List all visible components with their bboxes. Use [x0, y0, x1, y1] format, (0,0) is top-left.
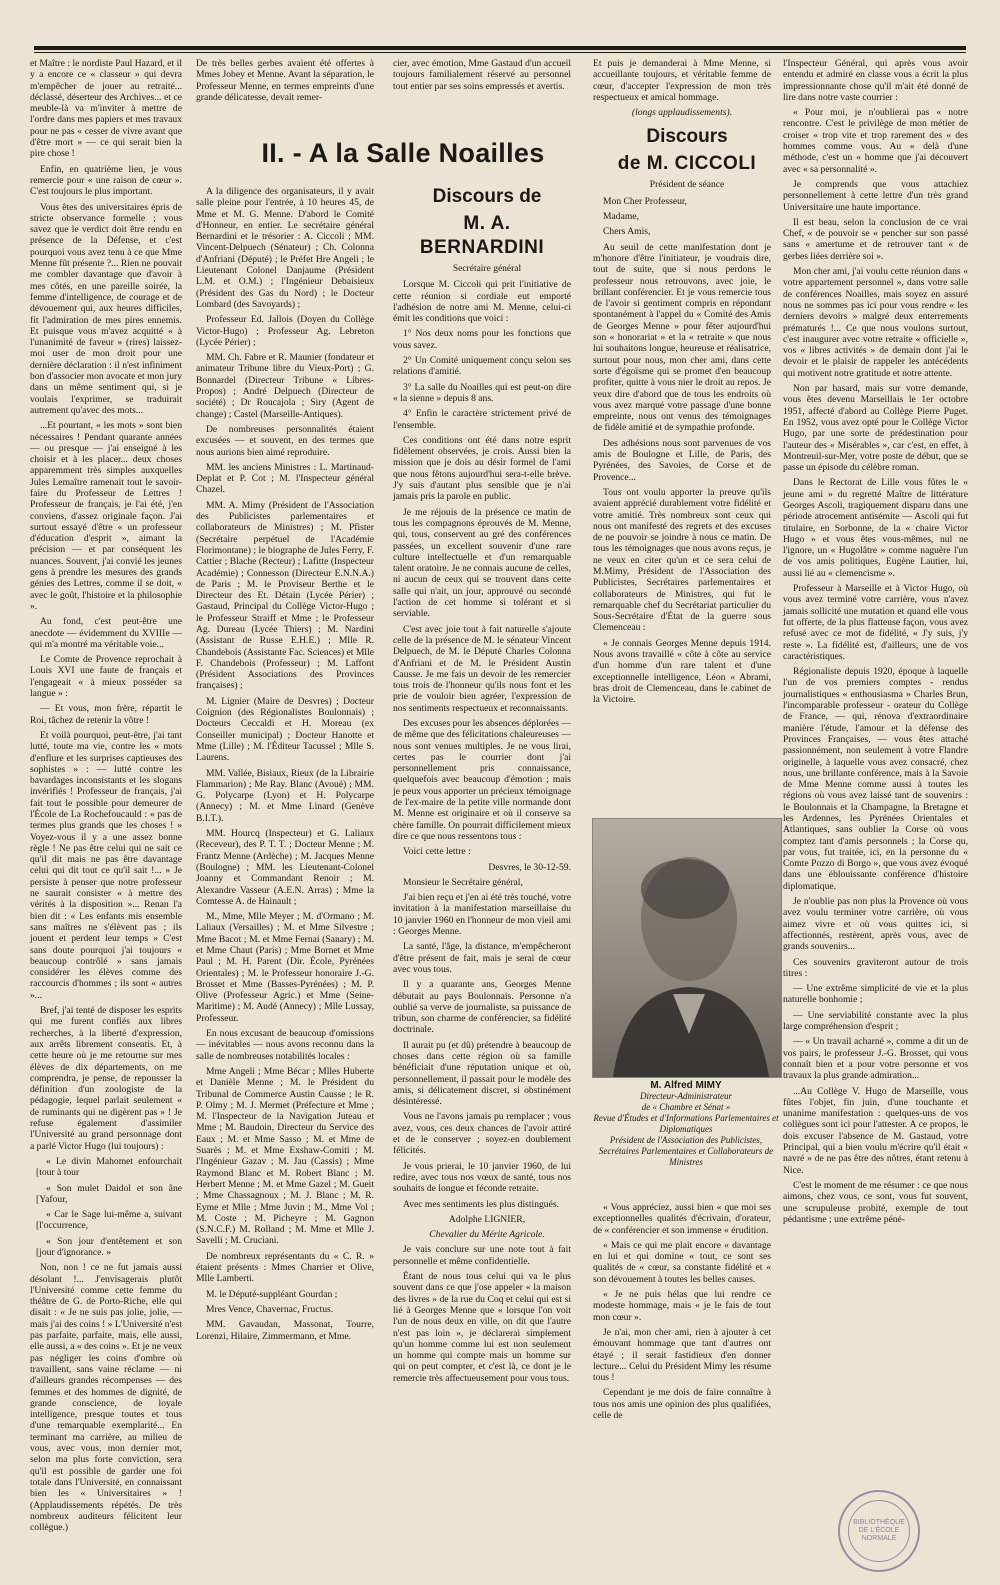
paragraph: 3° La salle du Noailles qui est peut-on dire « la sienne » depuis 8 ans.: [393, 381, 571, 404]
paragraph: La santé, l'âge, la distance, m'empêcheront d'être présent de fait, mais je serai de cœur avec vous tous.: [393, 941, 571, 975]
caption-line: Président de l'Association des Publicistes, Secrétaires Parlementaires et Collaborateurs de Ministres: [598, 1135, 774, 1167]
paragraph: Dans le Rectorat de Lille vous fûtes le « jeune ami » du regretté Maître de littérature Georges Ascoli, tragiquement disparu dans une période atrocement antisémite — Ascoli qui fut titulaire, en Sorbonne, de la « chaire Victor Hugo » et vous êtes vous-mêmes, nul ne l'ignore, un « Hugolâtre » comme naguère l'un de vos amis politiques, Eugène Lautier, lui, aussi lié au « clemencisme ».: [783, 477, 968, 579]
section-title: II. - A la Salle Noailles: [261, 138, 545, 168]
caption-line: Revue d'Études et d'Informations Parlementaires et Diplomatiques: [593, 1113, 779, 1134]
paragraph: Des excuses pour les absences déplorées — de même que des félicitations chaleureuses — nous sont venues multiples. Je ne vous lirai, certes pas le courrier dont j'ai personnellement pris connaissance, quelquefois avec beaucoup d'émotion ; mais je peux vous apporter un précieux témoignage de l'ex-maire de la petite ville normande dont M. Menne est originaire et où il conserve sa chère famille. On pourrait difficilement mieux dire ce que nous ressentons tous :: [393, 717, 571, 842]
verse-line: « Son jour d'entêtement et son [jour d'ignorance. »: [36, 1235, 182, 1258]
paragraph: MM. Ch. Fabre et R. Maunier (fondateur et animateur Tribune libre du Vieux-Port) ; G. Bonnardel (Directeur Tribune « Libres-Propos) ; André Delpuech (Directeur de société) ; Dr Roucajola ; Siry (Agent de change) ; Castel (Marseille-Antiques).: [196, 352, 374, 420]
paragraph: Je comprends que vous attachiez personnellement à cette lettre d'un très grand Universitaire une haute importance.: [783, 178, 968, 213]
paragraph: et Maître : le nordiste Paul Hazard, et il y a encore ce « classeur » qui devra m'empêcher de jouer au retraité... déclassé, déserteur des Archives... et ce meuble-là va m'inviter à mettre de l'ordre dans mes papiers et mes travaux pour ne pas « cesser de vivre avant que d'être mort » — ce qui serait bien la pire chose !: [30, 58, 182, 160]
paragraph: Et voilà pourquoi, peut-être, j'ai tant lutté, toute ma vie, contre les « mots d'enflure et les surprises captieuses des sophistes » : — lutté contre les bavardages inconsistants et les slogans invérifiés ! Professeur de français, j'ai fait tout le possible pour demeurer de l'École de La Rochefoucauld : « pas de termes plus grands que les choses ! » Voyez-vous il y a une assez bonne règle ! Ne pas être celui qui ne sait ce qu'il dit mais ne pas être davantage celui qui dit tout ce qu'il sait !... » Je persiste à penser que notre professeur ne saurait consister « à mettre des vérités à la disposition »... Renan l'a bien dit : « Les enfants mis ensemble sans maîtres ne s'élèvent pas ; ils jouent et perdent leur temps » C'est sans doute pourquoi j'ai toujours « beaucoup contrôlé » sans jamais considérer les élèves comme des raccourcis d'hommes ; ils sont « autres »...: [30, 729, 182, 1001]
top-rule: [34, 46, 966, 50]
verse-line: « Car le Sage lui-même a, suivant [l'occurrence,: [36, 1209, 182, 1232]
paragraph: C'est avec joie tout à fait naturelle s'ajoute celle de la présence de M. le sénateur Vincent Delpuech, de M. le Député Charles Colonna d'Anfriani et de M. le Président Austin Causse. Je me fais un devoir de les remercier tous trois de l'honneur qu'ils nous font et les prie de vouloir bien agréer, l'expression de nos sentiments respectueux et reconnaissants.: [393, 623, 571, 714]
column-3: [393, 186, 571, 1516]
column-1: [30, 58, 182, 1534]
signature-name: Adolphe LIGNIER,: [448, 1213, 526, 1225]
column-2: [196, 186, 374, 1516]
speaker-name: de M. CICCOLI: [617, 153, 757, 175]
paragraph: Je me réjouis de la présence ce matin de tous les compagnons éprouvés de M. Menne, qui, tous, conservent au gré des conférences passées, un excellent souvenir d'une rare culture intellectuelle et d'un remarquable talent oratoire. Je ne connais aucune de celles, ni aucun de ceux qui se trouvent dans cette salle qui n'ait, un jour, approuvé ou secondé l'action de cet homme si tolérant et si serviable.: [393, 506, 571, 620]
portrait-silhouette: [593, 819, 781, 1077]
paragraph: Au seuil de cette manifestation dont je m'honore d'être l'initiateur, je voudrais dire, tout de suite, que si nous perdons le professeur nous retrouvons, avec joie, le brillant conférencier. Et je vous remercie tous de l'avoir si gentiment compris en répondant spontanément à l'appel du « Comité des Amis de Georges Menne » pour fêter aujourd'hui son « honorariat » et la « retraite » que nous lui souhaitons longue, heureuse et réalisatrice, surtout pour nous, mon cher ami, dans cette sorte d'égoïsme qui se promet d'en beaucoup profiter, quitte à vous nier le droit au repos. Je veux dire d'abord que de tous les endroits où vous avez marqué votre passage d'une bonne empreinte, nous ont venus des témoignages de fidèle amitié et de sympathie profonde.: [593, 241, 771, 434]
caption-line: Directeur-Administrateur: [640, 1091, 732, 1101]
paragraph: Ces conditions ont été dans notre esprit fidèlement observées, je crois. Aussi bien la mission que je dois au désir formel de l'ami que nous fêtons aujourd'hui sera-t-elle brève. J'y suis d'autant plus sensible que je n'ai jamais pris la parole en public.: [393, 434, 571, 503]
paragraph: — Une extrême simplicité de vie et la plus naturelle bonhomie ;: [783, 983, 968, 1006]
signature-title: Chevalier du Mérite Agricole.: [429, 1229, 545, 1241]
salutation: Chers Amis,: [603, 226, 651, 238]
caption-line: de « Chambre et Sénat »: [641, 1102, 731, 1112]
paragraph: Le Comte de Provence reprochait à Louis XVI une faute de français et l'engageait « à mieux posséder sa langue » :: [30, 654, 182, 700]
paragraph: Il aurait pu (et dû) prétendre à beaucoup de choses dans cette région où sa famille bénéficiait d'une réputation unique et où, personnellement, il passait pour le modèle des amis, si délicatement discret, si obstinément désintéressé.: [393, 1039, 571, 1108]
paragraph: Mme Angeli ; Mme Bécar ; Mlles Huberte et Danièle Menne ; M. le Président du Tribunal de Commerce Austin Causse ; le R. P. Olmy ; M. J. Mermet (Préfecture et Mme ; M. l'Inspecteur de la Navigation Juteau et Mme ; M. Baudoin, Directeur du Service des Eaux ; M. et Mme Sasso ; M. et Mme de Suarès ; M. et Mme Exshaw-Comiti ; M. l'Ingénieur Gazav ; M. Jau (Cassis) ; Mme Raymond Blanc et M. Robert Blanc ; M. Herbert Menne ; M. et Mme Gazel ; M. Gueit ; Mme Chassagnoux ; M. J. Blanc ; M. R. Eyme et Mlle ; Mme Juvin ; M., Mme Vol ; M. Coste ; M. Picheyre ; M. Gagnon (S.N.C.F.) M. Rolland ; M. Mme et Mlle J. Savelli ; M. Cruciani.: [196, 1065, 374, 1247]
letter-date: Desvres, le 30-12-59.: [488, 861, 571, 873]
paragraph: 4° Enfin le caractère strictement privé de l'ensemble.: [393, 408, 571, 431]
salutation: Mon Cher Professeur,: [603, 195, 688, 207]
paragraph: Non, non ! ce ne fut jamais aussi désolant !... J'envisagerais plutôt l'Université comme cette femme du théâtre de G. de Porto-Riche, elle qui disait : « Je ne suis pas jolie, jolie, — mais j'ai des coins ! » L'Université n'est pas parfaite, parfaite, mais, elle aussi, elle aussi, a « des coins ». Et je ne veux pas négliger les coins d'ombre où travaillent, sans vaine réclame — ni d'ailleurs grandes récompenses — des femmes et des hommes de dignité, de grande conscience, de loyale intelligence, presque toutes et tous d'une remarquable exemplarité... En terminant ma carrière, au milieu de vous, avec vous, mon dernier mot, selon ma plus forte conviction, sera qu'il est possible de garder une foi totale dans l'Université, en connaissant bien les « Universitaires » ! (Applaudissements répétés. De très nombreux auditeurs félicitent leur collègue.): [30, 1262, 182, 1534]
paragraph: Je n'oublie pas non plus la Provence où vous avez voulu terminer votre carrière, où vous aimez vivre et où vous quittes ici, si affectionnés, restèrent, après vous, avec de grands souvenirs...: [783, 896, 968, 953]
column-4-bottom: [593, 1202, 771, 1517]
paragraph: A la diligence des organisateurs, il y avait salle pleine pour l'entrée, à 10 heures 45, de Mme et M. G. Menne. D'abord le Comité d'Honneur, en entier. Le secrétaire général Bernardini et le trésorier : A. Ciccoli ; MM. Vincent-Delpuech (Sénateur) ; Ch. Colonna d'Anfriani (Député) ; le Préfet Hre Angeli ; le Lieutenant Colonel Danjaume (Président L.M. et O.M.) ; l'Ingénieur Debaisieux (Président des Gas du Nord) ; le Docteur Lombard (des Savoyards) ;: [196, 186, 374, 310]
paragraph: Et puis je demanderai à Mme Menne, si accueillante toujours, et véritable femme de cœur, d'accepter l'expression de mon très respectueux et amical hommage.: [593, 58, 771, 103]
paragraph: De nombreuses personnalités étaient excusées — et souvent, en des termes que nous aurions bien aimé reproduire.: [196, 423, 374, 458]
column-5: [783, 58, 968, 1558]
paragraph: MM. les anciens Ministres : L. Martinaud-Deplat et P. Cot ; M. l'Inspecteur général Chazel.: [196, 461, 374, 496]
salutation: Madame,: [603, 211, 639, 223]
applause-note: (longs applaudissements).: [631, 107, 733, 119]
paragraph: Tous ont voulu apporter la preuve qu'ils avaient apprécié durablement votre fidélité et votre amitié. Très nombreux sont ceux qui nous ont manifesté des regrets et des excuses de ne pouvoir se joindre à nous ce matin. De tous les témoignages que nous avons reçus, je ne veux en citer qu'un et ce sera celui de M.Mimy, Président de l'Association des Publicistes, Secrétaires parlementaires et collaborateurs de Ministres, qui fut le remarquable chef du Secrétariat particulier du Sous-Secrétaire d'État de la guerre sous Clemenceau :: [593, 486, 771, 634]
paragraph: 2° Un Comité uniquement conçu selon ses relations d'amitié.: [393, 355, 571, 378]
speech-heading: Discours de: [432, 186, 542, 207]
paragraph: « Je ne puis hélas que lui rendre ce modeste hommage, mais « je le fais de tout mon cœur ».: [593, 1289, 771, 1323]
paragraph: J'ai bien reçu et j'en ai été très touché, votre invitation à la manifestation marseillaise du 10 janvier 1960 en l'honneur de mon vieil ami : Georges Menne.: [393, 892, 571, 938]
speaker-role: Président de séance: [649, 180, 725, 191]
paragraph: Cependant je me dois de faire connaître à tous nos amis une opinion des plus qualifiées, celle de: [593, 1387, 771, 1422]
paragraph: Régionaliste depuis 1920, époque à laquelle l'un de vos premiers comptes - rendus journalistiques « enthousiasma » Charles Brun, l'incomparable professeur - orateur du Collège de France, — qui, rénova d'extraordinaire manière l'étude, l'amour et la défense des Provinces Françaises, — vous êtes attaché passionnément, non seulement à votre Flandre originelle, à laquelle vous avez consacré, chez nous, une brillante conférence, mais à la Savoie de Mme Menne comme aussi à toutes les régions où vous avez laissé tant de souvenirs : le Boulonnais et la Champagne, la Bretagne et les Ardennes, les Pyrénées Orientales et Atlantiques, sans oublier la Corse où vous comptez tant d'amis personnels ; la Corse qu, par vous, fut traitée, ici, en la personne du « Comte Pozzo di Borgo », que vous avez évoqué dans une éblouissante conférence d'histoire diplomatique.: [783, 666, 968, 892]
paragraph: Mon cher ami, j'ai voulu cette réunion dans « votre appartement personnel », dans votre salle de conférences Noailles, mais soyez en assuré nous ne sommes pas ici pour vous rendre « les derniers devoirs » malgré deux enterrements prématurés !... Ce que nous voulons surtout, c'est inaugurer avec votre retraite « officielle », vos « libres activités » de demain dont j'ai le devoir et le plaisir de rappeler les antécédents qui motivent notre gratitude et notre attente.: [783, 266, 968, 379]
paragraph: Vous êtes des universitaires épris de stricte observance formelle ; vous savez que le verdict doit être rendu en présence de la Défense, et c'est pourquoi vous avez tenu à ce que Mme Menne fût présente ?... Rien ne pouvait me combler davantage que d'avoir à mes côtés, en une pareille soirée, la femme d'intelligence, de courage et de dévouement qui, aux heures difficiles, fit l'admiration de mes pires ennemis. Et puisque vous m'avez acquitté « à l'unanimité de faveur » (rires) laissez-moi user de mon droit pour une dernière déclaration : il n'est infiniment bon d'associer mon avocate et mon jury dans un même sentiment qui, si je voulais l'exprimer, se traduirait autrement qu'avec des mots...: [30, 201, 182, 416]
paragraph: Je n'ai, mon cher ami, rien à ajouter à cet émouvant hommage que tant d'autres ont étayé ; il serait fastidieux d'en donner lecture... Celui du Président Mimy les résume tous !: [593, 1326, 771, 1384]
paragraph: — Et vous, mon frère, répartit le Roi, tâchez de retenir la vôtre !: [30, 703, 182, 726]
paragraph: « Mais ce qui me plait encore « davantage en lui et qui domine « tout, ce sont ses qualités de « cœur, sa constante fidélité et « son dévouement à toutes les belles causes.: [593, 1239, 771, 1285]
stamp-text: BIBLIOTHÈQUE DE L'ÉCOLE NORMALE: [848, 1500, 910, 1562]
paragraph: Mres Vence, Chavernac, Fructus.: [206, 1303, 334, 1315]
library-stamp: [838, 1490, 920, 1572]
column-4: [593, 58, 771, 818]
paragraph: De très belles gerbes avaient été offertes à Mmes Jobey et Menne. Avant la séparation, le Professeur Menne, en termes empreints d'une grande délicatesse, devait remer-: [196, 58, 374, 103]
paragraph: Je vous prierai, le 10 janvier 1960, de lui redire, avec tous nos vœux de santé, tous nos souhaits de longue et féconde retraite.: [393, 1160, 571, 1195]
portrait-photo: [592, 818, 782, 1078]
top-rule-thin: [34, 52, 966, 53]
paragraph: Professeur à Marseille et à Victor Hugo, où vous avez terminé votre carrière, vous n'avez jamais sollicité une mutation et quand elle vous fut offerte, de la plus flatteuse façon, vous avez refusé avec ce mot de fidélité, « J'y suis, j'y reste ». La fidélité est, d'ailleurs, une de vos caractéristiques.: [783, 583, 968, 662]
paragraph: Vous ne l'avons jamais pu remplacer ; vous avez, vous, ces deux chances de l'avoir attiré et de le conserver ; soyez-en doublement félicités.: [393, 1111, 571, 1157]
paragraph: MM. Gavaudan, Massonat, Tourre, Lorenzi, Hilaire, Zimmermann, et Mme.: [196, 1319, 374, 1342]
paragraph: M., Mme, Mlle Meyer ; M. d'Ormano ; M. Laliaux (Versailles) ; M. et Mme Silvestre ; Mme Bacot ; M. et Mme Fernai (Sanary) ; M. et Mme Chaut (Paris) ; Mme Bornet et Mme Paul ; M. H. Parent (Dir. École, Pyrénées Orientales) ; M. le Professeur honoraire J.-G. Brosset et Mme (Basses-Pyrénées) ; M. P. Olive (Professeur Agric.) et Mme (Seine-Maritime) ; M. Audé (Annecy) ; Mlle Lussay, Professeur.: [196, 911, 374, 1024]
paragraph: l'Inspecteur Général, qui après vous avoir entendu et admiré en classe vous a écrit la plus impressionnante chose qu'il m'ait été donné de lire dans notre vaste courrier :: [783, 58, 968, 103]
paragraph: Monsieur le Secrétaire général,: [403, 876, 523, 888]
paragraph: Lorsque M. Ciccoli qui prit l'initiative de cette réunion si cordiale eut emporté l'adhésion de notre ami M. Menne, celui-ci émit les conditions que voici :: [393, 279, 571, 325]
verse-line: « Son mulet Daidol et son âne [Yafour,: [36, 1182, 182, 1205]
paragraph: C'est le moment de me résumer : ce que nous aimons, chez vous, ce sont, vous fut souvent, une scrupuleuse probité, exemple de tout pédantisme ; une extrême péné-: [783, 1179, 968, 1225]
paragraph: MM. A. Mimy (Président de l'Association des Publicistes parlementaires et collaborateurs de Ministres) ; M. Pfister (Secrétaire perpétuel de l'Académie Florimontane) ; le biographe de Jules Ferry, F. Cattier ; Blache (Recteur) ; Lafitte (Inspecteur Académie) ; Connesson (Directeur E.N.N.A.) de Paris ; M. le Proviseur Berthe et le Directeur des Et. Détain (Lycée Périer) ; Gastaud, Principal du Collège Victor-Hugo ; le Professeur Straiff et Mme ; le Professeur Ag. Dureau (Lycée Thiers) ; M. Nardini (Assistant de Russe E.H.E.) ; Mlle R. Chandebois (Assistante Fac. Sciences) et Mlle F. Chandebois (Professeur) ; M. Laffont (Président Associations des Provinces françaises) ;: [196, 499, 374, 692]
paragraph: « Pour moi, je n'oublierai pas « notre rencontre. C'est le privilège de mon métier de croiser « trop vite et trop rarement des « des hommes comme vous. Au « delà d'une méthode, c'est un « homme que j'ai découvert avec « sa personnalité ».: [783, 107, 968, 175]
paragraph: Enfin, en quatrième lieu, je vous remercie pour « une raison de cœur ». C'est toujours le plus important.: [30, 163, 182, 198]
paragraph: Des adhésions nous sont parvenues de vos amis de Boulogne et Lille, de Paris, des Pyrénées, des Savoies, de Corse et de Provence...: [593, 437, 771, 483]
paragraph: MM. Vallée, Bisiaux, Rieux (de la Librairie Flammarion) ; Me Ray. Blanc (Avoué) ; MM. G. Polycarpe (Lyon) et H. Polycarpe (Annecy) ; M. et Mme Linard (Genève B.I.T.).: [196, 767, 374, 824]
paragraph: — « Un travail acharné », comme a dit un de vos pairs, le professeur J.-G. Brosset, qui vous connaît bien et a pour votre personne et vos travaux la plus grande admiration...: [783, 1036, 968, 1082]
paragraph: 1° Nos deux noms pour les fonctions que vous savez.: [393, 328, 571, 351]
paragraph: Voici cette lettre :: [403, 846, 471, 858]
photo-caption: [592, 1080, 780, 1168]
paragraph: Il est beau, selon la conclusion de ce vrai Chef, « de pouvoir se « pencher sur son passé sans « amertume et de retrouver tant « de gerbes liées derrière soi ».: [783, 216, 968, 262]
paragraph: Il y a quarante ans, Georges Menne débutait au pays Boulonnais. Personne n'a oublié sa verve de journaliste, sa puissance de tribun, son charme de conférencier, sa fidélité doctrinale.: [393, 979, 571, 1036]
paragraph: ...Au Collège V. Hugo de Marseille, vous fûtes l'objet, fin juin, d'une touchante et unanime manifestation : quelques-uns de vos collègues sont ici pour l'attester. A ce propos, le dois excuser l'absence de M. Gastaud, votre Principal, qui a bien voulu m'écrire qu'il était « navré » de ne pas être des nôtres, étant retenu à Nice.: [783, 1085, 968, 1176]
speaker-name: M. A. BERNARDINI: [419, 213, 545, 258]
paragraph: cier, avec émotion, Mme Gastaud d'un accueil toujours familialement réservé au personnel tout entier par ses soins empressés et avertis.: [393, 58, 571, 92]
speaker-role: Secrétaire général: [452, 264, 522, 274]
paragraph: MM. Hourcq (Inspecteur) et G. Laliaux (Receveur), des P. T. T. ; Docteur Menne ; M. Frantz Menne (Ardèche) ; M. Jacques Menne (Boulogne) ; MM. les Lieutenant-Colonel Joanny et Commandant Renoir ; M. Alexandre Vasseur (A.E.N. Arras) ; Mme la Comtesse A. de Hainault ;: [196, 828, 374, 907]
paragraph: De nombreux représentants du « C. R. » étaient présents : Mmes Charrier et Olive, Mlle Lamberti.: [196, 1250, 374, 1285]
paragraph: — Une serviabilité constante avec la plus large compréhension d'esprit ;: [783, 1009, 968, 1033]
verse-line: « Le divin Mahomet enfourchait [tour à tour: [36, 1155, 182, 1179]
column-3-top: [393, 58, 571, 128]
paragraph: M. le Député-suppléant Gourdan ;: [206, 1288, 338, 1300]
paragraph: « Je connais Georges Menne depuis 1914. Nous avons travaillé « côte à côte au service d'un homme d'un rare talent et d'une exceptionnelle intelligence, Léon « Abrami, bras droit de Clemenceau, dans le cabinet de la Victoire.: [593, 637, 771, 706]
speech-heading: Discours: [646, 126, 728, 148]
caption-name: M. Alfred MIMY: [650, 1080, 722, 1091]
paragraph: Je vais conclure sur une note tout à fait personnelle et même confidentielle.: [393, 1244, 571, 1267]
paragraph: « Vous appréciez, aussi bien « que moi ses exceptionnelles qualités d'écrivain, d'orateur, de « conférencier et son immense « érudition.: [593, 1202, 771, 1236]
paragraph: Non par hasard, mais sur votre demande, vous êtes devenu Marseillais le 1er octobre 1951, affecté d'abord au Collège Pierre Puget. En 1952, vous avez opté pour le Collège Victor Hugo, par une sorte de prédestination pour l'auteur des « Misérables », car c'est, en effet, à Montreuil-sur-Mer, votre poste de début, que se passe un épisode du célèbre roman.: [783, 383, 968, 474]
paragraph: M. Lignier (Maire de Desvres) ; Docteur Coignion (des Régionalistes Boulonnais) ; Docteurs Ceccaldi et H. Moreau (ex Conseiller municipal) ; Docteur Hanotte et Mme (Lille) ; M. l'Éditeur Tacussel ; Mlle S. Laurens.: [196, 695, 374, 764]
paragraph: Étant de nous tous celui qui va le plus souvent dans ce que j'ose appeler « la maison des livres » de la rue du Coq et celui qui est si lié à Georges Menne que « lorsque l'on voit l'un de nous deux en ville, on dit que l'autre n'est pas loin », je déclarerai simplement qu'un homme comme lui est non seulement un homme qui compte mais un homme sur qui on peut compter, et c'est là, ce dont je le remercie très affectueusement pour vous tous.: [393, 1271, 571, 1384]
paragraph: Bref, j'ai tenté de disposer les esprits qui me furent confiés aux libres recherches, à la liberté d'expression, aux arrêts librement consentis. Et, à cette heure où je me retourne sur mes élèves de dix départements, on me comprendra, je pense, de repousser la définition d'un zoologiste de la pédagogie, lequel parlait seulement « de ruminants qui ne digèrent pas » ! Je refuse également d'assimiler l'Université au grand personnage dont a parlé Victor Hugo (lui toujours) :: [30, 1005, 182, 1152]
paragraph: Avec mes sentiments les plus distingués.: [403, 1198, 559, 1210]
paragraph: ...Et pourtant, « les mots » sont bien nécessaires ! Pendant quarante années — ou presque — j'ai enseigné à les choisir et à les placer... deux choses apparemment très simples auxquelles Jules Lemaître ramenait tout le savoir-faire du Professeur de Lettres ! Professeur de français, je l'ai été, j'en conviens, d'assez originale façon. J'ai surtout essayé d'être « un professeur d'éducation d'esprit », aimant la précision — et par conséquent les nuances. Souvent, j'ai convié les jeunes gens à prendre les mesures des grands génies des Lettres, comme il se doit, « avec le goût, l'histoire et la philosophie ».: [30, 420, 182, 612]
paragraph: Au fond, c'est peut-être une anecdote — évidemment du XVIIIe — qui m'a montré ma véritable voie...: [30, 616, 182, 650]
paragraph: En nous excusant de beaucoup d'omissions — inévitables — nous avons reconnu dans la salle de nombreuses notabilités locales :: [196, 1028, 374, 1062]
column-2-top: [196, 58, 374, 128]
paragraph: Ces souvenirs graviteront autour de trois titres :: [783, 956, 968, 979]
paragraph: Professeur Ed. Jallois (Doyen du Collège Victor-Hugo) ; Professeur Ag. Lebreton (Lycée Périer) ;: [196, 314, 374, 348]
